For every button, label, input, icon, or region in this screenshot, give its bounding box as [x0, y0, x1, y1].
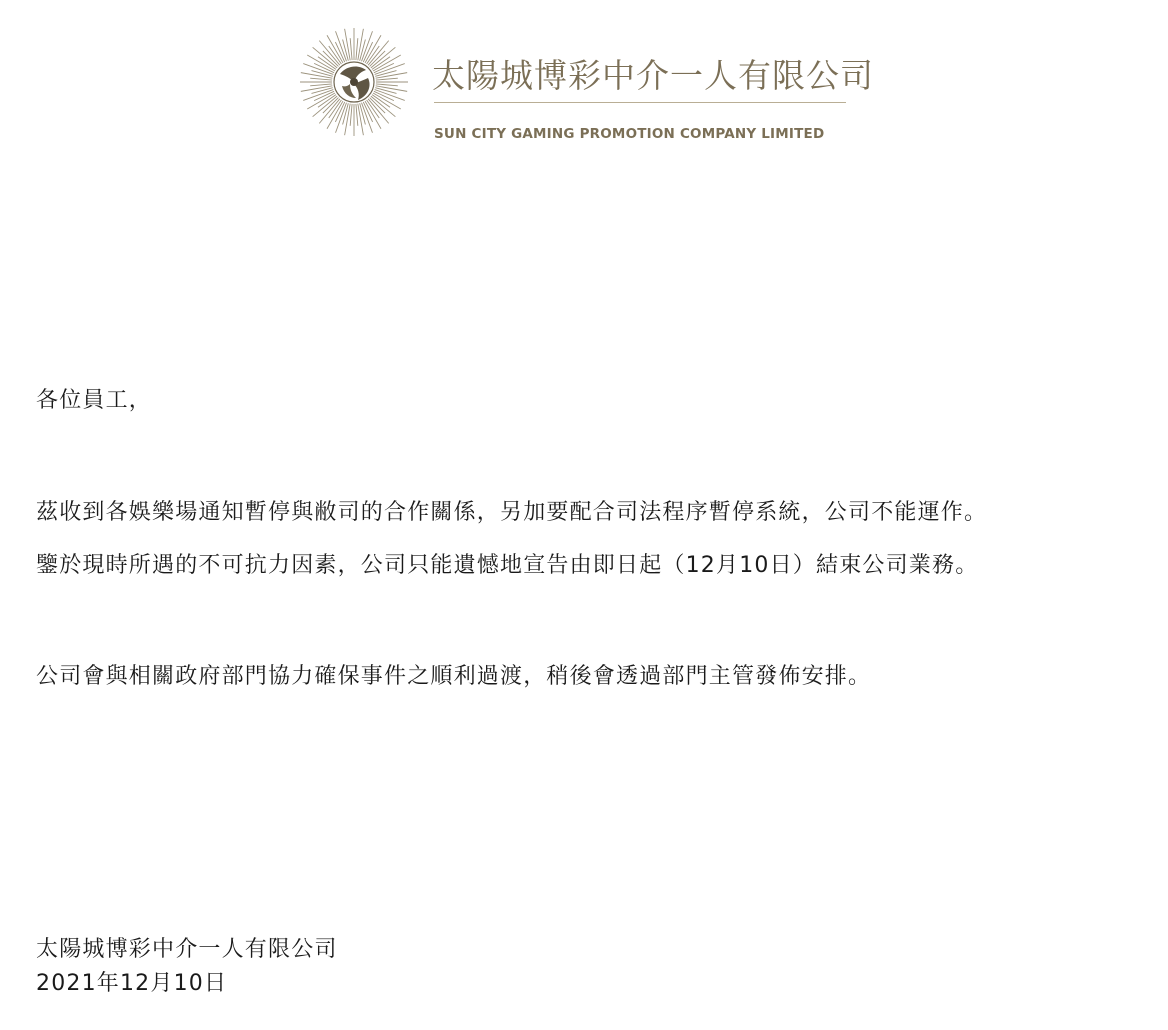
emblem-ray	[323, 98, 339, 114]
signature-company-name: 太陽城博彩中介一人有限公司	[36, 937, 338, 962]
letterhead-divider	[434, 102, 846, 103]
emblem-ray	[356, 38, 358, 60]
emblem-ray	[370, 51, 386, 67]
emblem-ray	[376, 86, 408, 92]
letter-paragraph-3: 公司會與相關政府部門協力確保事件之順利過渡，稍後會透過部門主管發佈安排。	[36, 664, 872, 689]
emblem-ray	[301, 73, 333, 79]
letter-paragraph-1: 茲收到各娛樂場通知暫停與敝司的合作關係，另加要配合司法程序暫停系統，公司不能運作。	[36, 500, 988, 525]
emblem-ray	[345, 29, 351, 61]
emblem-ray	[350, 38, 352, 60]
emblem-ray	[356, 104, 358, 126]
emblem-ray	[376, 84, 398, 86]
letter-paragraph-2: 鑒於現時所遇的不可抗力因素，公司只能遺憾地宣告由即日起（12月10日）結束公司業務。	[36, 553, 979, 578]
emblem-ray	[370, 98, 386, 114]
emblem-ray	[358, 104, 364, 136]
letter-greeting: 各位員工，	[36, 388, 153, 413]
emblem-ray	[301, 86, 333, 92]
company-name-chinese: 太陽城博彩中介一人有限公司	[432, 56, 874, 95]
emblem-ray	[358, 29, 364, 61]
signature-date: 2021年12月10日	[36, 971, 228, 996]
emblem-ray	[350, 104, 352, 126]
emblem-ray	[376, 78, 398, 80]
letterhead	[296, 26, 874, 142]
emblem-ray	[376, 73, 408, 79]
sun-emblem-logo-icon	[296, 26, 412, 138]
emblem-ray	[310, 84, 332, 86]
company-name-english: SUN CITY GAMING PROMOTION COMPANY LIMITED	[434, 126, 825, 142]
emblem-ray	[345, 104, 351, 136]
emblem-ray	[310, 78, 332, 80]
emblem-ray	[323, 51, 339, 67]
